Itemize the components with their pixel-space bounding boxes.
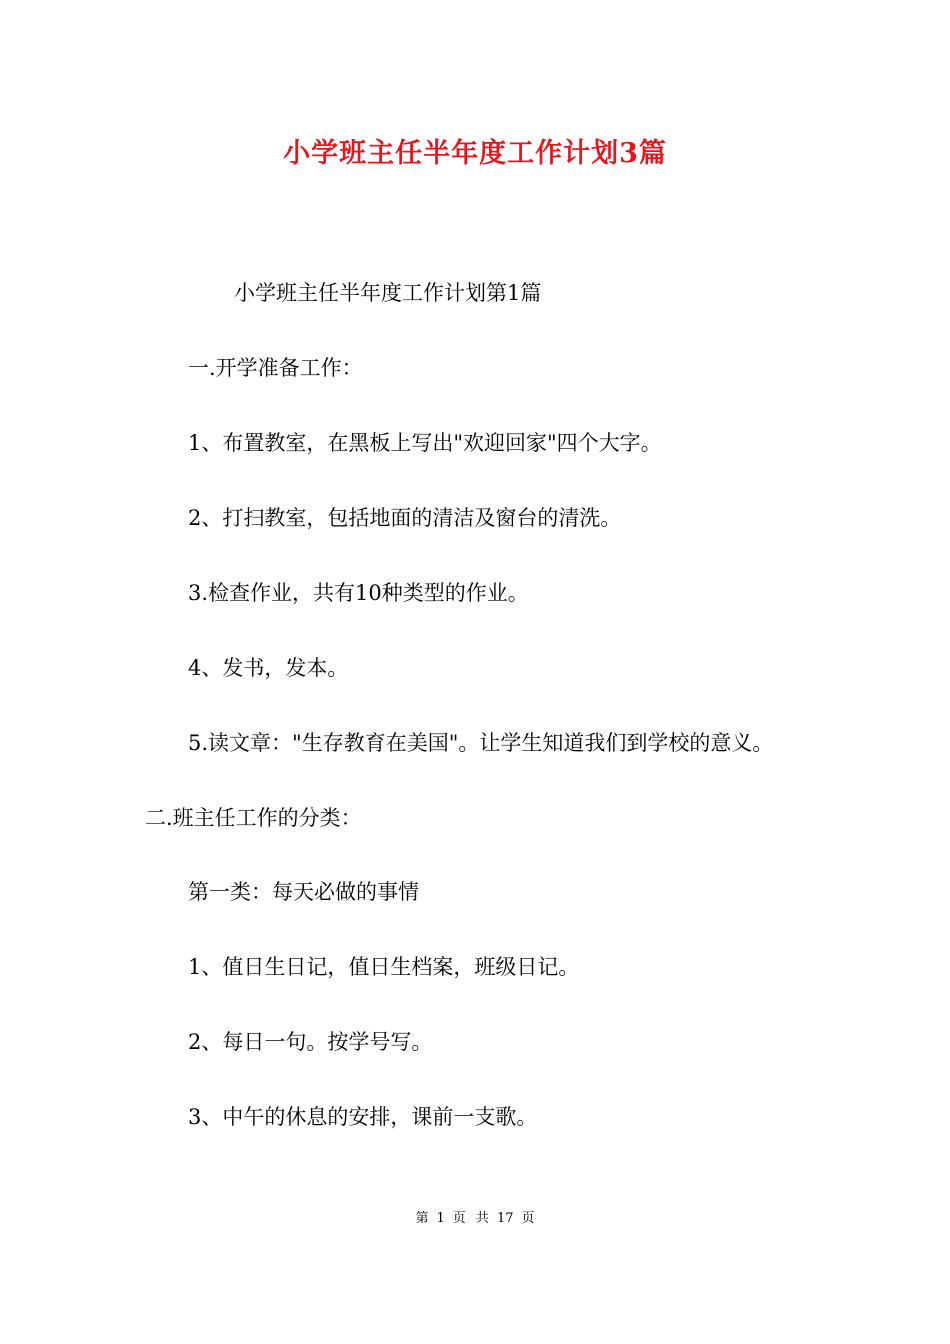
paragraph-line: 3.检查作业，共有10种类型的作业。	[188, 581, 529, 605]
paragraph-line: 2、每日一句。按学号写。	[188, 1030, 433, 1054]
paragraph-line: 第一类：每天必做的事情	[188, 880, 419, 904]
footer-total-pages: 17	[496, 1211, 514, 1226]
paragraph-line: 1、值日生日记，值日生档案，班级日记。	[188, 955, 580, 979]
paragraph-line: 二.班主任工作的分类：	[145, 806, 362, 830]
paragraph-line: 5.读文章："生存教育在美国"。让学生知道我们到学校的意义。	[188, 731, 774, 755]
document-title: 小学班主任半年度工作计划3篇	[283, 138, 667, 169]
paragraph-line: 1、布置教室，在黑板上写出"欢迎回家"四个大字。	[188, 431, 662, 455]
paragraph-line: 2、打扫教室，包括地面的清洁及窗台的清洗。	[188, 506, 622, 530]
footer-middle: 页 共	[452, 1211, 489, 1226]
paragraph-line: 一.开学准备工作：	[188, 356, 363, 380]
footer-suffix: 页	[521, 1211, 535, 1226]
footer-prefix: 第	[415, 1211, 429, 1226]
paragraph-line: 4、发书，发本。	[188, 656, 349, 680]
page-footer	[0, 1209, 950, 1229]
section-heading: 小学班主任半年度工作计划第1篇	[234, 281, 542, 305]
footer-current-page: 1	[436, 1211, 445, 1226]
paragraph-line: 3、中午的休息的安排，课前一支歌。	[188, 1105, 538, 1129]
